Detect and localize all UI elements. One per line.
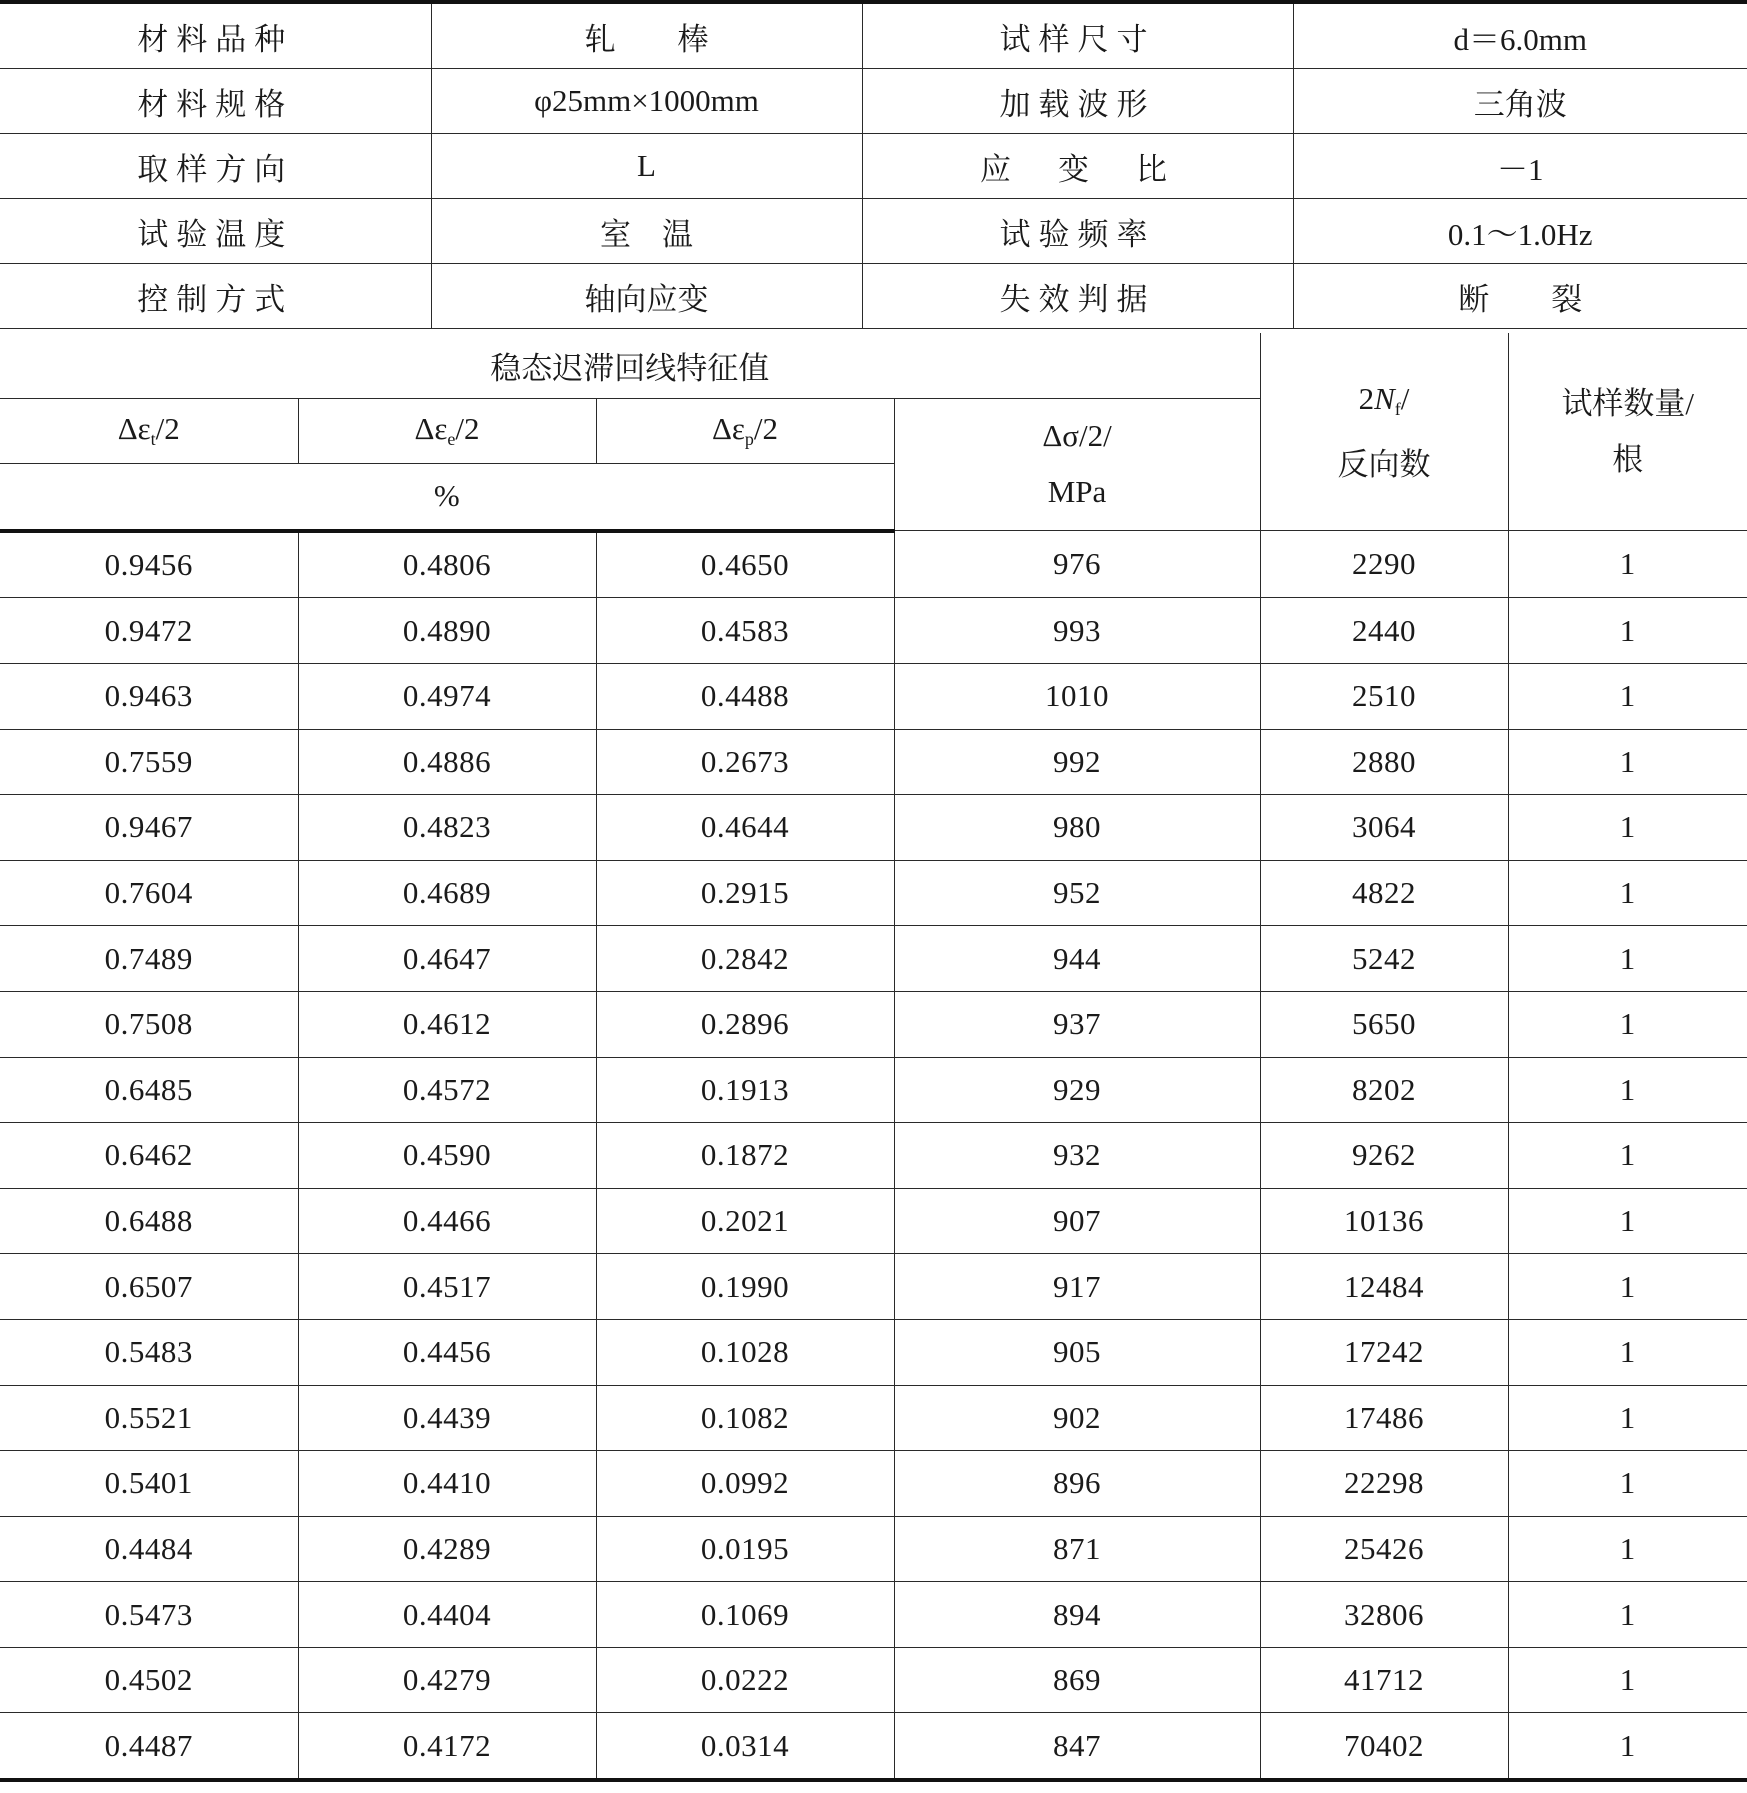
count-cell: 1 [1508,663,1747,729]
reversals-header: $2N_f/$ 反向数 [1260,333,1508,531]
stress-cell: 929 [894,1057,1260,1123]
count-cell: 1 [1508,1319,1747,1385]
reversals-cell: 3064 [1260,795,1508,861]
count-cell: 1 [1508,1254,1747,1320]
info-value: 0.1～1.0Hz [1293,199,1747,264]
table-row [0,795,1747,861]
stress-cell: 907 [894,1188,1260,1254]
count-cell: 1 [1508,1188,1747,1254]
reversals-cell: 41712 [1260,1647,1508,1713]
table-row [0,926,1747,992]
elastic-strain-cell: 0.4410 [298,1451,596,1517]
info-label: 试验频率 [862,199,1293,264]
elastic-strain-cell: 0.4974 [298,663,596,729]
info-label: 取样方向 [0,134,431,199]
fatigue-data-table [0,333,1747,1782]
elastic-strain-cell: 0.4647 [298,926,596,992]
elastic-strain-cell: 0.4572 [298,1057,596,1123]
elastic-strain-cell: 0.4289 [298,1516,596,1582]
reversals-cell: 17486 [1260,1385,1508,1451]
stress-cell: 869 [894,1647,1260,1713]
table-row [0,1319,1747,1385]
count-cell: 1 [1508,1647,1747,1713]
total-strain-cell: 0.6485 [0,1057,298,1123]
plastic-strain-cell: 0.2896 [596,991,894,1057]
plastic-strain-cell: 0.2842 [596,926,894,992]
elastic-strain-cell: 0.4806 [298,531,596,598]
table-row [0,1582,1747,1648]
info-label: 试验温度 [0,199,431,264]
stress-cell: 847 [894,1713,1260,1780]
count-cell: 1 [1508,598,1747,664]
info-value: d＝6.0mm [1293,2,1747,69]
elastic-strain-cell: 0.4890 [298,598,596,664]
info-value: －1 [1293,134,1747,199]
reversals-cell: 4822 [1260,860,1508,926]
table-row [0,1451,1747,1517]
reversals-cell: 70402 [1260,1713,1508,1780]
elastic-strain-cell: 0.4612 [298,991,596,1057]
strain-unit-header: % [0,464,894,531]
elastic-strain-cell: 0.4689 [298,860,596,926]
table-row [0,860,1747,926]
plastic-strain-cell: 0.0314 [596,1713,894,1780]
info-label: 应 变 比 [862,134,1293,199]
plastic-strain-cell: 0.4644 [596,795,894,861]
count-cell: 1 [1508,795,1747,861]
stress-cell: 905 [894,1319,1260,1385]
total-strain-cell: 0.7604 [0,860,298,926]
stress-cell: 896 [894,1451,1260,1517]
elastic-strain-cell: 0.4466 [298,1188,596,1254]
info-value: 断 裂 [1293,264,1747,329]
plastic-strain-cell: 0.4488 [596,663,894,729]
stress-cell: 871 [894,1516,1260,1582]
reversals-cell: 5242 [1260,926,1508,992]
total-strain-cell: 0.9456 [0,531,298,598]
total-strain-cell: 0.9463 [0,663,298,729]
elastic-strain-cell: 0.4404 [298,1582,596,1648]
reversals-cell: 10136 [1260,1188,1508,1254]
plastic-strain-cell: 0.0195 [596,1516,894,1582]
stress-cell: 917 [894,1254,1260,1320]
info-row [0,2,1747,69]
count-cell: 1 [1508,1123,1747,1189]
reversals-cell: 17242 [1260,1319,1508,1385]
table-row [0,1123,1747,1189]
info-value: φ25mm×1000mm [431,69,862,134]
elastic-strain-cell: 0.4279 [298,1647,596,1713]
elastic-strain-header: $\Delta\varepsilon_e/2$ [298,398,596,464]
table-row [0,729,1747,795]
plastic-strain-cell: 0.4650 [596,531,894,598]
plastic-strain-cell: 0.1990 [596,1254,894,1320]
hysteresis-group-header: 稳态迟滞回线特征值 [0,333,1260,398]
count-cell: 1 [1508,991,1747,1057]
table-row [0,1057,1747,1123]
table-row [0,531,1747,598]
plastic-strain-cell: 0.1028 [596,1319,894,1385]
info-value: 轴向应变 [431,264,862,329]
stress-cell: 944 [894,926,1260,992]
stress-cell: 1010 [894,663,1260,729]
info-label: 试样尺寸 [862,2,1293,69]
table-row [0,1188,1747,1254]
count-cell: 1 [1508,1385,1747,1451]
stress-cell: 937 [894,991,1260,1057]
count-cell: 1 [1508,1713,1747,1780]
count-cell: 1 [1508,729,1747,795]
stress-cell: 902 [894,1385,1260,1451]
plastic-strain-cell: 0.1872 [596,1123,894,1189]
info-label: 材料品种 [0,2,431,69]
elastic-strain-cell: 0.4172 [298,1713,596,1780]
count-cell: 1 [1508,1451,1747,1517]
info-value: L [431,134,862,199]
reversals-cell: 5650 [1260,991,1508,1057]
plastic-strain-cell: 0.1069 [596,1582,894,1648]
test-conditions-table [0,0,1747,329]
count-cell: 1 [1508,1582,1747,1648]
plastic-strain-cell: 0.1082 [596,1385,894,1451]
info-label: 材料规格 [0,69,431,134]
reversals-cell: 2440 [1260,598,1508,664]
total-strain-cell: 0.7489 [0,926,298,992]
info-label: 控制方式 [0,264,431,329]
plastic-strain-cell: 0.2915 [596,860,894,926]
info-row [0,199,1747,264]
reversals-cell: 8202 [1260,1057,1508,1123]
reversals-cell: 22298 [1260,1451,1508,1517]
table-row [0,1647,1747,1713]
total-strain-cell: 0.9467 [0,795,298,861]
reversals-cell: 2510 [1260,663,1508,729]
stress-cell: 894 [894,1582,1260,1648]
elastic-strain-cell: 0.4823 [298,795,596,861]
total-strain-cell: 0.4487 [0,1713,298,1780]
elastic-strain-cell: 0.4590 [298,1123,596,1189]
table-row [0,1713,1747,1780]
count-cell: 1 [1508,860,1747,926]
info-row [0,264,1747,329]
count-cell: 1 [1508,1516,1747,1582]
count-cell: 1 [1508,531,1747,598]
plastic-strain-cell: 0.2021 [596,1188,894,1254]
info-row [0,134,1747,199]
stress-cell: 993 [894,598,1260,664]
info-value: 轧 棒 [431,2,862,69]
total-strain-cell: 0.5473 [0,1582,298,1648]
plastic-strain-cell: 0.2673 [596,729,894,795]
total-strain-cell: 0.4502 [0,1647,298,1713]
elastic-strain-cell: 0.4456 [298,1319,596,1385]
total-strain-cell: 0.5483 [0,1319,298,1385]
reversals-cell: 25426 [1260,1516,1508,1582]
elastic-strain-cell: 0.4886 [298,729,596,795]
total-strain-cell: 0.6507 [0,1254,298,1320]
table-row [0,1516,1747,1582]
count-cell: 1 [1508,1057,1747,1123]
plastic-strain-cell: 0.0992 [596,1451,894,1517]
plastic-strain-cell: 0.1913 [596,1057,894,1123]
total-strain-cell: 0.4484 [0,1516,298,1582]
info-label: 加载波形 [862,69,1293,134]
info-row [0,69,1747,134]
elastic-strain-cell: 0.4439 [298,1385,596,1451]
info-value: 室 温 [431,199,862,264]
table-row [0,598,1747,664]
reversals-cell: 2290 [1260,531,1508,598]
table-row [0,1254,1747,1320]
specimen-count-header: 试样数量/ 根 [1508,333,1747,531]
stress-amplitude-header: Δσ/2/ MPa [894,398,1260,531]
plastic-strain-header: $\Delta\varepsilon_p/2$ [596,398,894,464]
plastic-strain-cell: 0.0222 [596,1647,894,1713]
total-strain-cell: 0.6488 [0,1188,298,1254]
count-cell: 1 [1508,926,1747,992]
info-label: 失效判据 [862,264,1293,329]
total-strain-cell: 0.5401 [0,1451,298,1517]
total-strain-header: $\Delta\varepsilon_t/2$ [0,398,298,464]
plastic-strain-cell: 0.4583 [596,598,894,664]
reversals-cell: 2880 [1260,729,1508,795]
elastic-strain-cell: 0.4517 [298,1254,596,1320]
table-row [0,1385,1747,1451]
stress-cell: 952 [894,860,1260,926]
info-value: 三角波 [1293,69,1747,134]
stress-cell: 976 [894,531,1260,598]
total-strain-cell: 0.6462 [0,1123,298,1189]
stress-cell: 992 [894,729,1260,795]
reversals-cell: 12484 [1260,1254,1508,1320]
table-row [0,663,1747,729]
total-strain-cell: 0.7559 [0,729,298,795]
table-row [0,991,1747,1057]
reversals-cell: 9262 [1260,1123,1508,1189]
total-strain-cell: 0.5521 [0,1385,298,1451]
stress-cell: 932 [894,1123,1260,1189]
total-strain-cell: 0.9472 [0,598,298,664]
total-strain-cell: 0.7508 [0,991,298,1057]
stress-cell: 980 [894,795,1260,861]
reversals-cell: 32806 [1260,1582,1508,1648]
